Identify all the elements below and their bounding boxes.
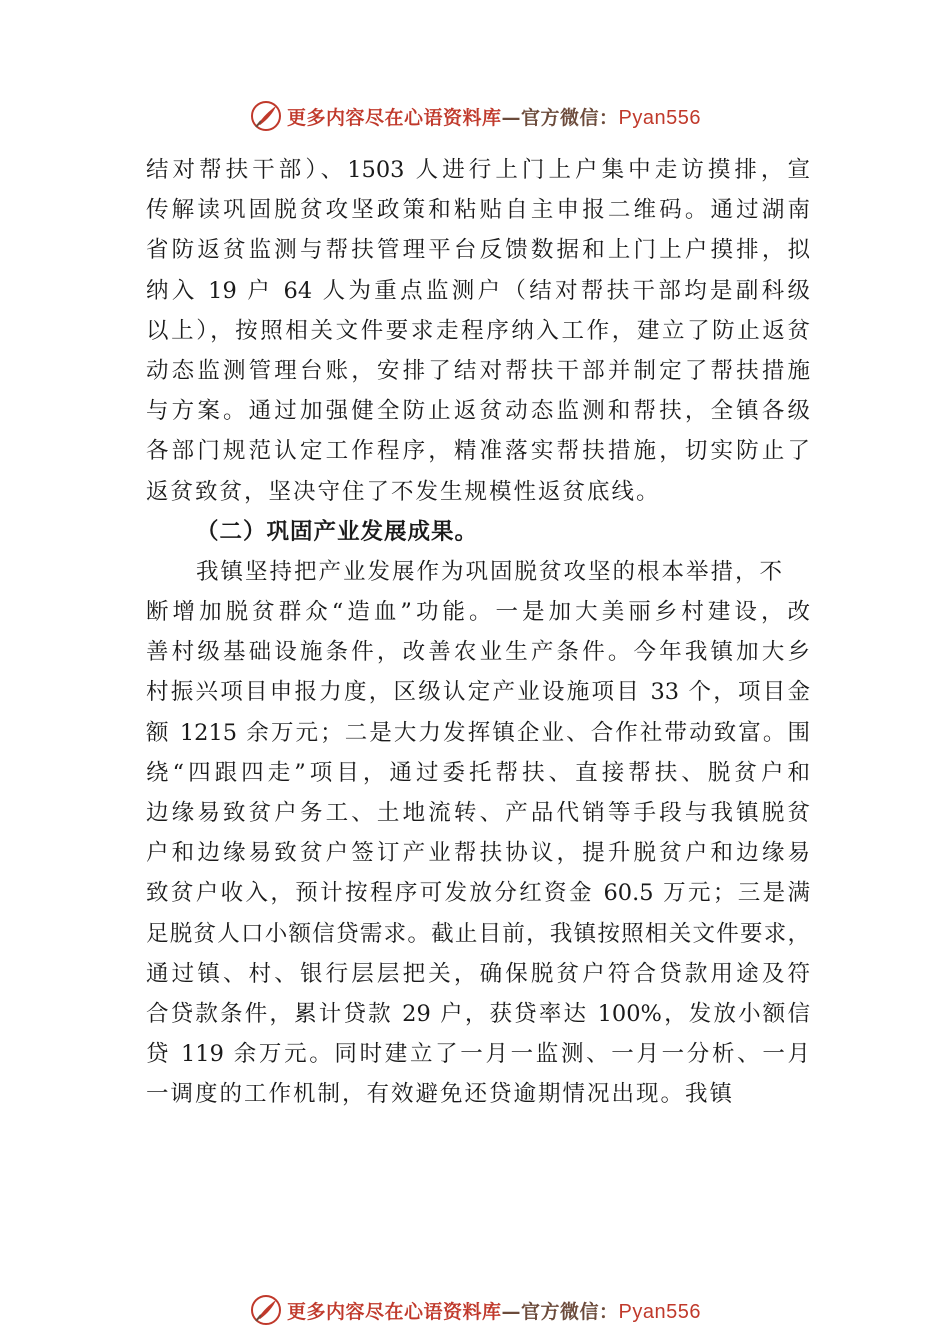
- text-line: 贷 119 余万元。同时建立了一月一监测、一月一分析、一月: [146, 1041, 810, 1068]
- site-name: 更多内容尽在心语资料库: [287, 106, 502, 129]
- text-line: 村振兴项目申报力度，区级认定产业设施项目 33 个，项目金: [146, 679, 810, 706]
- text-line: 纳入 19 户 64 人为重点监测户（结对帮扶干部均是副科级: [146, 277, 810, 304]
- banner-text: [287, 103, 701, 130]
- header-banner: [0, 96, 950, 136]
- text-line: 合贷款条件，累计贷款 29 户，获贷率达 100%，发放小额信: [146, 1000, 810, 1027]
- text-line: 以上），按照相关文件要求走程序纳入工作，建立了防止返贫: [146, 317, 810, 344]
- wechat-label: 官方微信：: [521, 106, 619, 129]
- text-line: 一调度的工作机制，有效避免还贷逾期情况出现。我镇: [146, 1081, 735, 1108]
- text-line: 传解读巩固脱贫攻坚政策和粘贴自主申报二维码。通过湖南: [146, 197, 810, 224]
- text-line: 边缘易致贫户务工、土地流转、产品代销等手段与我镇脱贫: [146, 800, 810, 826]
- quill-logo-icon: [249, 1293, 283, 1327]
- document-body: [146, 150, 810, 1115]
- text-line: 通过镇、村、银行层层把关，确保脱贫户符合贷款用途及符: [146, 960, 810, 987]
- text-line: 返贫致贫，坚决守住了不发生规模性返贫底线。: [146, 478, 661, 505]
- text-line: 致贫户收入，预计按程序可发放分红资金 60.5 万元；三是满: [146, 880, 810, 907]
- banner-text: [287, 1297, 701, 1324]
- text-line: 断增加脱贫群众“造血”功能。一是加大美丽乡村建设，改: [146, 599, 810, 626]
- quill-logo-icon: [249, 99, 283, 133]
- text-line: 善村级基础设施条件，改善农业生产条件。今年我镇加大乡: [146, 639, 810, 666]
- text-line: 结对帮扶干部）、1503 人进行上门上户集中走访摸排，宣: [146, 157, 810, 183]
- wechat-label: 官方微信：: [521, 1300, 619, 1323]
- text-line: 动态监测管理台账，安排了结对帮扶干部并制定了帮扶措施: [146, 357, 810, 384]
- text-line: 我镇坚持把产业发展作为巩固脱贫攻坚的根本举措，不: [196, 558, 785, 585]
- text-line: 额 1215 余万元；二是大力发挥镇企业、合作社带动致富。围: [146, 719, 810, 746]
- banner-dash: —: [501, 1300, 522, 1323]
- text-line: 各部门规范认定工作程序，精准落实帮扶措施，切实防止了: [146, 438, 810, 465]
- text-line: 与方案。通过加强健全防止返贫动态监测和帮扶，全镇各级: [146, 398, 810, 425]
- footer-banner: [0, 1290, 950, 1330]
- text-line: 省防返贫监测与帮扶管理平台反馈数据和上门上户摸排，拟: [146, 237, 810, 264]
- section-heading: （二）巩固产业发展成果。: [196, 518, 479, 545]
- site-name: 更多内容尽在心语资料库: [287, 1300, 502, 1323]
- banner-dash: —: [501, 106, 522, 129]
- wechat-id: Pyan556: [618, 106, 701, 129]
- text-line: 绕“四跟四走”项目，通过委托帮扶、直接帮扶、脱贫户和: [146, 759, 810, 786]
- wechat-id: Pyan556: [618, 1300, 701, 1323]
- text-line: 足脱贫人口小额信贷需求。截止目前，我镇按照相关文件要求，: [146, 920, 810, 947]
- text-line: 户和边缘易致贫户签订产业帮扶协议，提升脱贫户和边缘易: [146, 840, 810, 867]
